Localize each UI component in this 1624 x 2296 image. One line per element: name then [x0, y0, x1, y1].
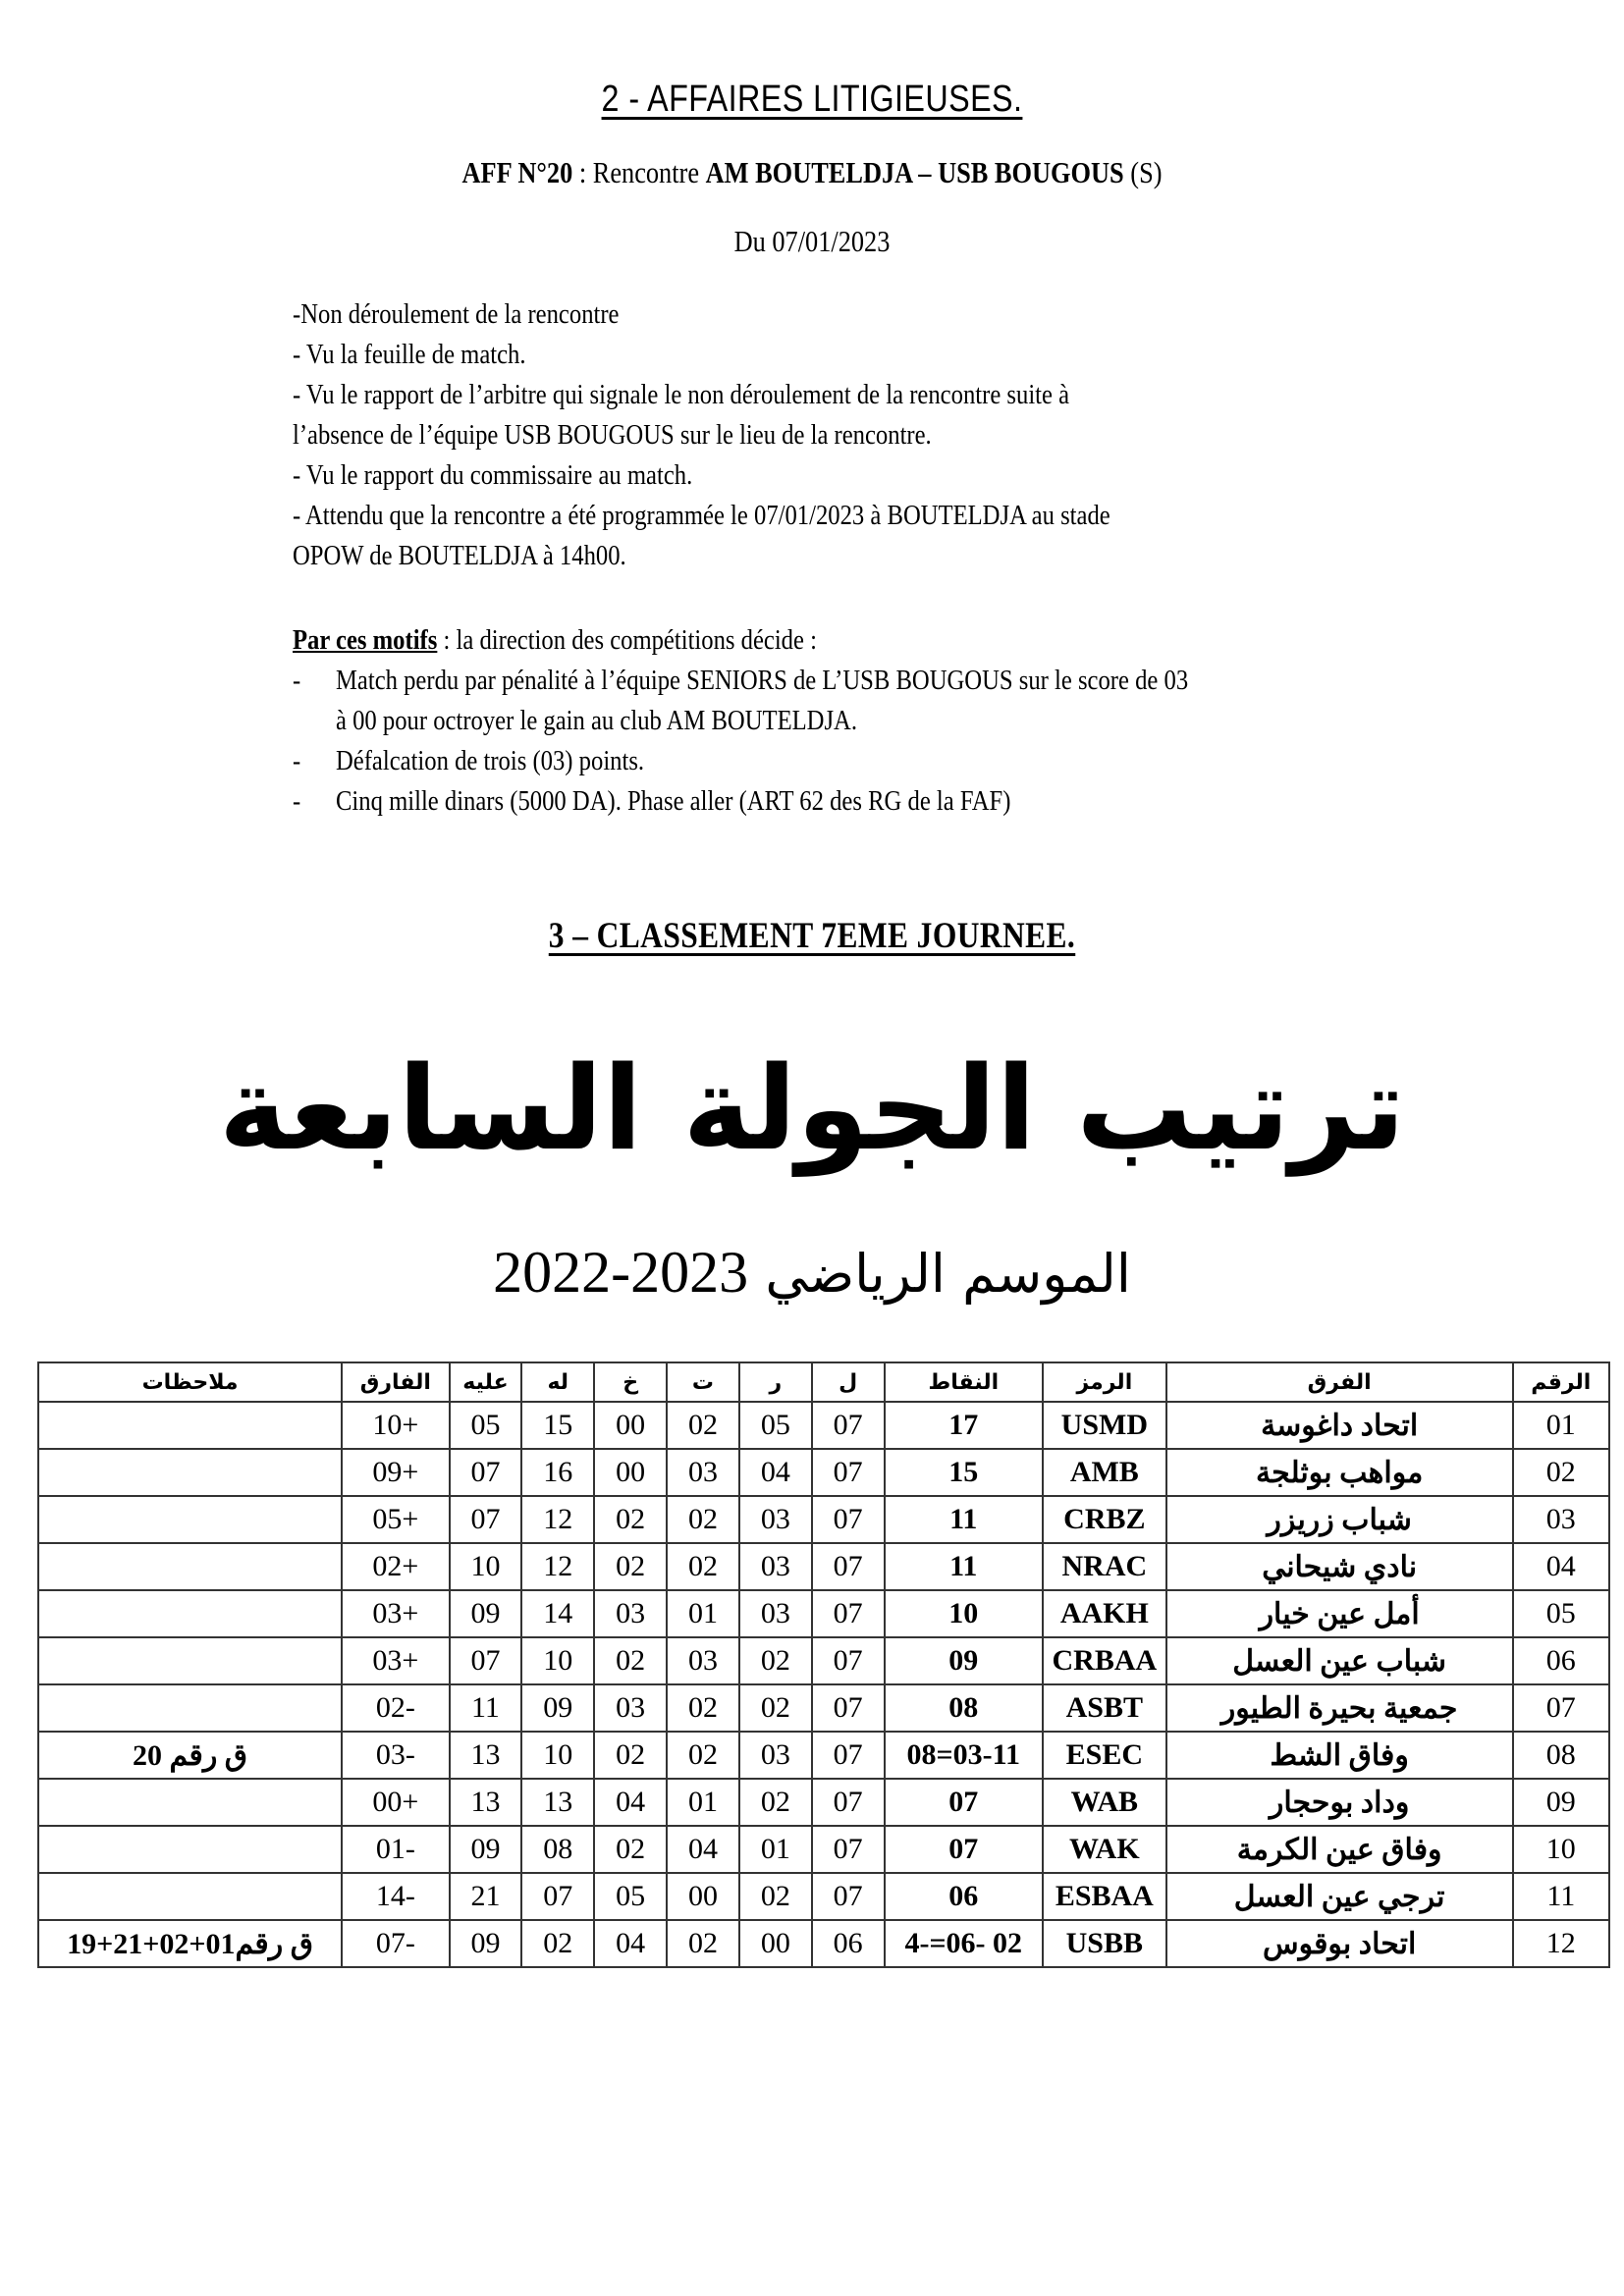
goals-for-cell: 14: [521, 1590, 594, 1637]
code-cell: WAB: [1043, 1779, 1166, 1826]
won-cell: 02: [739, 1779, 812, 1826]
drawn-cell: 00: [667, 1873, 739, 1920]
season-years: 2023-2022: [493, 1240, 749, 1305]
won-cell: 03: [739, 1590, 812, 1637]
drawn-cell: 03: [667, 1449, 739, 1496]
header-drawn: ت: [667, 1362, 739, 1402]
goal-diff-cell: 02-: [342, 1684, 449, 1732]
team-cell: اتحاد داغوسة: [1166, 1402, 1513, 1449]
affair-heading: [122, 155, 1502, 190]
season-line: [0, 1239, 1624, 1307]
played-cell: 07: [812, 1732, 885, 1779]
goals-against-cell: 07: [450, 1449, 522, 1496]
won-cell: 01: [739, 1826, 812, 1873]
points-cell: 08: [885, 1684, 1043, 1732]
won-cell: 04: [739, 1449, 812, 1496]
won-cell: 05: [739, 1402, 812, 1449]
points-cell: 11: [885, 1543, 1043, 1590]
points-cell: 17: [885, 1402, 1043, 1449]
team-cell: جمعية بحيرة الطيور: [1166, 1684, 1513, 1732]
decision-line: à 00 pour octroyer le gain au club AM BOUTELDJA.: [336, 706, 858, 736]
goals-for-cell: 13: [521, 1779, 594, 1826]
drawn-cell: 01: [667, 1779, 739, 1826]
notes-cell: [38, 1402, 342, 1449]
code-cell: AMB: [1043, 1449, 1166, 1496]
code-cell: USMD: [1043, 1402, 1166, 1449]
points-cell: 4-=06- 02: [885, 1920, 1043, 1967]
header-goal-diff: الفارق: [342, 1362, 449, 1402]
goals-for-cell: 10: [521, 1637, 594, 1684]
considerant-line: - Vu la feuille de match.: [293, 340, 526, 370]
goal-diff-cell: 03+: [342, 1590, 449, 1637]
notes-cell: [38, 1779, 342, 1826]
drawn-cell: 04: [667, 1826, 739, 1873]
played-cell: 07: [812, 1684, 885, 1732]
played-cell: 06: [812, 1920, 885, 1967]
bullet-dash: -: [293, 746, 301, 776]
drawn-cell: 02: [667, 1496, 739, 1543]
goals-for-cell: 12: [521, 1496, 594, 1543]
header-goals-for: له: [521, 1362, 594, 1402]
team-cell: وفاق الشط: [1166, 1732, 1513, 1779]
considerant-line: - Vu le rapport du commissaire au match.: [293, 460, 693, 491]
points-cell: 07: [885, 1779, 1043, 1826]
won-cell: 03: [739, 1496, 812, 1543]
rank-cell: 12: [1513, 1920, 1609, 1967]
played-cell: 07: [812, 1402, 885, 1449]
lost-cell: 02: [594, 1826, 667, 1873]
rank-cell: 05: [1513, 1590, 1609, 1637]
goals-against-cell: 05: [450, 1402, 522, 1449]
goals-for-cell: 07: [521, 1873, 594, 1920]
goals-for-cell: 10: [521, 1732, 594, 1779]
code-cell: CRBZ: [1043, 1496, 1166, 1543]
points-cell: 15: [885, 1449, 1043, 1496]
considerant-line: l’absence de l’équipe USB BOUGOUS sur le lieu de la rencontre.: [293, 420, 932, 451]
goals-for-cell: 02: [521, 1920, 594, 1967]
drawn-cell: 02: [667, 1732, 739, 1779]
played-cell: 07: [812, 1449, 885, 1496]
goal-diff-cell: 01-: [342, 1826, 449, 1873]
team-cell: ترجي عين العسل: [1166, 1873, 1513, 1920]
rank-cell: 07: [1513, 1684, 1609, 1732]
played-cell: 07: [812, 1873, 885, 1920]
goals-against-cell: 11: [450, 1684, 522, 1732]
lost-cell: 00: [594, 1402, 667, 1449]
table-row: [38, 1637, 1609, 1684]
team-cell: اتحاد بوقوس: [1166, 1920, 1513, 1967]
notes-cell: [38, 1449, 342, 1496]
affair-number: AFF N°20: [461, 155, 573, 189]
goal-diff-cell: 10+: [342, 1402, 449, 1449]
code-cell: USBB: [1043, 1920, 1166, 1967]
goal-diff-cell: 05+: [342, 1496, 449, 1543]
decision-item: [293, 781, 1286, 822]
decision-line: Cinq mille dinars (5000 DA). Phase aller (ART 62 des RG de la FAF): [336, 786, 1011, 817]
goal-diff-cell: 00+: [342, 1779, 449, 1826]
points-cell: 06: [885, 1873, 1043, 1920]
rank-cell: 02: [1513, 1449, 1609, 1496]
header-played: ل: [812, 1362, 885, 1402]
won-cell: 02: [739, 1684, 812, 1732]
arabic-title: ترتيب الجولة السابعة: [218, 1041, 1406, 1176]
goal-diff-cell: 07-: [342, 1920, 449, 1967]
team-cell: وداد بوحجار: [1166, 1779, 1513, 1826]
code-cell: AAKH: [1043, 1590, 1166, 1637]
notes-cell: [38, 1590, 342, 1637]
section-title-classement: 3 – CLASSEMENT 7EME JOURNEE.: [548, 916, 1076, 956]
lost-cell: 02: [594, 1496, 667, 1543]
header-lost: خ: [594, 1362, 667, 1402]
lost-cell: 05: [594, 1873, 667, 1920]
goals-against-cell: 09: [450, 1826, 522, 1873]
notes-cell: [38, 1684, 342, 1732]
team-cell: شباب زريزر: [1166, 1496, 1513, 1543]
code-cell: CRBAA: [1043, 1637, 1166, 1684]
played-cell: 07: [812, 1496, 885, 1543]
won-cell: 02: [739, 1873, 812, 1920]
header-team: الفرق: [1166, 1362, 1513, 1402]
decision-line: Match perdu par pénalité à l’équipe SENIORS de L’USB BOUGOUS sur le score de 03: [336, 666, 1189, 696]
affair-separator: : Rencontre: [572, 155, 706, 189]
rank-cell: 08: [1513, 1732, 1609, 1779]
considerant-line: - Vu le rapport de l’arbitre qui signale le non déroulement de la rencontre suite à: [293, 380, 1070, 410]
lost-cell: 02: [594, 1543, 667, 1590]
drawn-cell: 02: [667, 1684, 739, 1732]
lost-cell: 02: [594, 1637, 667, 1684]
notes-cell: [38, 1543, 342, 1590]
drawn-cell: 02: [667, 1920, 739, 1967]
points-cell: 10: [885, 1590, 1043, 1637]
points-cell: 09: [885, 1637, 1043, 1684]
affair-match: AM BOUTELDJA – USB BOUGOUS: [705, 155, 1124, 189]
won-cell: 00: [739, 1920, 812, 1967]
notes-cell: [38, 1496, 342, 1543]
team-cell: مواهب بوثلجة: [1166, 1449, 1513, 1496]
considerants-list: [293, 294, 1286, 576]
won-cell: 03: [739, 1732, 812, 1779]
code-cell: ASBT: [1043, 1684, 1166, 1732]
rank-cell: 04: [1513, 1543, 1609, 1590]
won-cell: 02: [739, 1637, 812, 1684]
header-points: النقاط: [885, 1362, 1043, 1402]
goals-against-cell: 09: [450, 1590, 522, 1637]
drawn-cell: 01: [667, 1590, 739, 1637]
rank-cell: 03: [1513, 1496, 1609, 1543]
table-row: [38, 1779, 1609, 1826]
goal-diff-cell: 03+: [342, 1637, 449, 1684]
table-row: [38, 1873, 1609, 1920]
goals-against-cell: 07: [450, 1637, 522, 1684]
points-cell: 11: [885, 1496, 1043, 1543]
goals-for-cell: 09: [521, 1684, 594, 1732]
points-cell: 08=03-11: [885, 1732, 1043, 1779]
lost-cell: 03: [594, 1590, 667, 1637]
affair-category: (S): [1123, 155, 1163, 189]
header-code: الرمز: [1043, 1362, 1166, 1402]
table-header-row: [38, 1362, 1609, 1402]
notes-cell: [38, 1826, 342, 1873]
decision-intro: [293, 620, 1286, 661]
code-cell: NRAC: [1043, 1543, 1166, 1590]
won-cell: 03: [739, 1543, 812, 1590]
decision-intro-text: : la direction des compétitions décide :: [437, 625, 817, 656]
table-row: [38, 1543, 1609, 1590]
decision-line: Défalcation de trois (03) points.: [336, 746, 645, 776]
considerant-line: OPOW de BOUTELDJA à 14h00.: [293, 541, 626, 571]
lost-cell: 03: [594, 1684, 667, 1732]
points-cell: 07: [885, 1826, 1043, 1873]
goals-against-cell: 21: [450, 1873, 522, 1920]
header-rank: الرقم: [1513, 1362, 1609, 1402]
code-cell: ESEC: [1043, 1732, 1166, 1779]
goals-against-cell: 07: [450, 1496, 522, 1543]
bullet-dash: -: [293, 666, 301, 696]
goal-diff-cell: 03-: [342, 1732, 449, 1779]
played-cell: 07: [812, 1779, 885, 1826]
rank-cell: 01: [1513, 1402, 1609, 1449]
goals-against-cell: 13: [450, 1732, 522, 1779]
bullet-dash: -: [293, 786, 301, 817]
notes-cell: ق رقم 20: [38, 1732, 342, 1779]
code-cell: ESBAA: [1043, 1873, 1166, 1920]
goals-against-cell: 10: [450, 1543, 522, 1590]
rank-cell: 09: [1513, 1779, 1609, 1826]
goals-for-cell: 15: [521, 1402, 594, 1449]
notes-cell: ق رقم01+02+21+19: [38, 1920, 342, 1967]
notes-cell: [38, 1873, 342, 1920]
team-cell: نادي شيحاني: [1166, 1543, 1513, 1590]
goal-diff-cell: 02+: [342, 1543, 449, 1590]
decision-lead: Par ces motifs: [293, 625, 438, 656]
lost-cell: 00: [594, 1449, 667, 1496]
considerant-line: -Non déroulement de la rencontre: [293, 299, 620, 330]
team-cell: وفاق عين الكرمة: [1166, 1826, 1513, 1873]
considerant-line: - Attendu que la rencontre a été programmée le 07/01/2023 à BOUTELDJA au stade: [293, 501, 1110, 531]
header-goals-against: عليه: [450, 1362, 522, 1402]
table-row: [38, 1402, 1609, 1449]
table-row: [38, 1920, 1609, 1967]
goals-for-cell: 08: [521, 1826, 594, 1873]
table-row: [38, 1496, 1609, 1543]
table-row: [38, 1684, 1609, 1732]
season-label: الموسم الرياضي: [765, 1243, 1131, 1305]
goals-against-cell: 13: [450, 1779, 522, 1826]
drawn-cell: 02: [667, 1402, 739, 1449]
rank-cell: 11: [1513, 1873, 1609, 1920]
rank-cell: 10: [1513, 1826, 1609, 1873]
header-won: ر: [739, 1362, 812, 1402]
team-cell: شباب عين العسل: [1166, 1637, 1513, 1684]
lost-cell: 04: [594, 1920, 667, 1967]
team-cell: أمل عين خيار: [1166, 1590, 1513, 1637]
lost-cell: 02: [594, 1732, 667, 1779]
table-row: [38, 1449, 1609, 1496]
goal-diff-cell: 14-: [342, 1873, 449, 1920]
notes-cell: [38, 1637, 342, 1684]
section-title-affaires-litigieuses: 2 - AFFAIRES LITIGIEUSES.: [601, 79, 1023, 120]
decision-item: [293, 661, 1286, 741]
rank-cell: 06: [1513, 1637, 1609, 1684]
played-cell: 07: [812, 1637, 885, 1684]
played-cell: 07: [812, 1543, 885, 1590]
goal-diff-cell: 09+: [342, 1449, 449, 1496]
decision-item: [293, 741, 1286, 781]
table-row: [38, 1732, 1609, 1779]
drawn-cell: 02: [667, 1543, 739, 1590]
code-cell: WAK: [1043, 1826, 1166, 1873]
goals-against-cell: 09: [450, 1920, 522, 1967]
decision-block: [293, 620, 1286, 822]
lost-cell: 04: [594, 1779, 667, 1826]
goals-for-cell: 16: [521, 1449, 594, 1496]
affair-date: Du 07/01/2023: [733, 224, 891, 258]
goals-for-cell: 12: [521, 1543, 594, 1590]
table-row: [38, 1590, 1609, 1637]
header-notes: ملاحظات: [38, 1362, 342, 1402]
played-cell: 07: [812, 1826, 885, 1873]
played-cell: 07: [812, 1590, 885, 1637]
drawn-cell: 03: [667, 1637, 739, 1684]
table-row: [38, 1826, 1609, 1873]
standings-table: [37, 1362, 1610, 1968]
